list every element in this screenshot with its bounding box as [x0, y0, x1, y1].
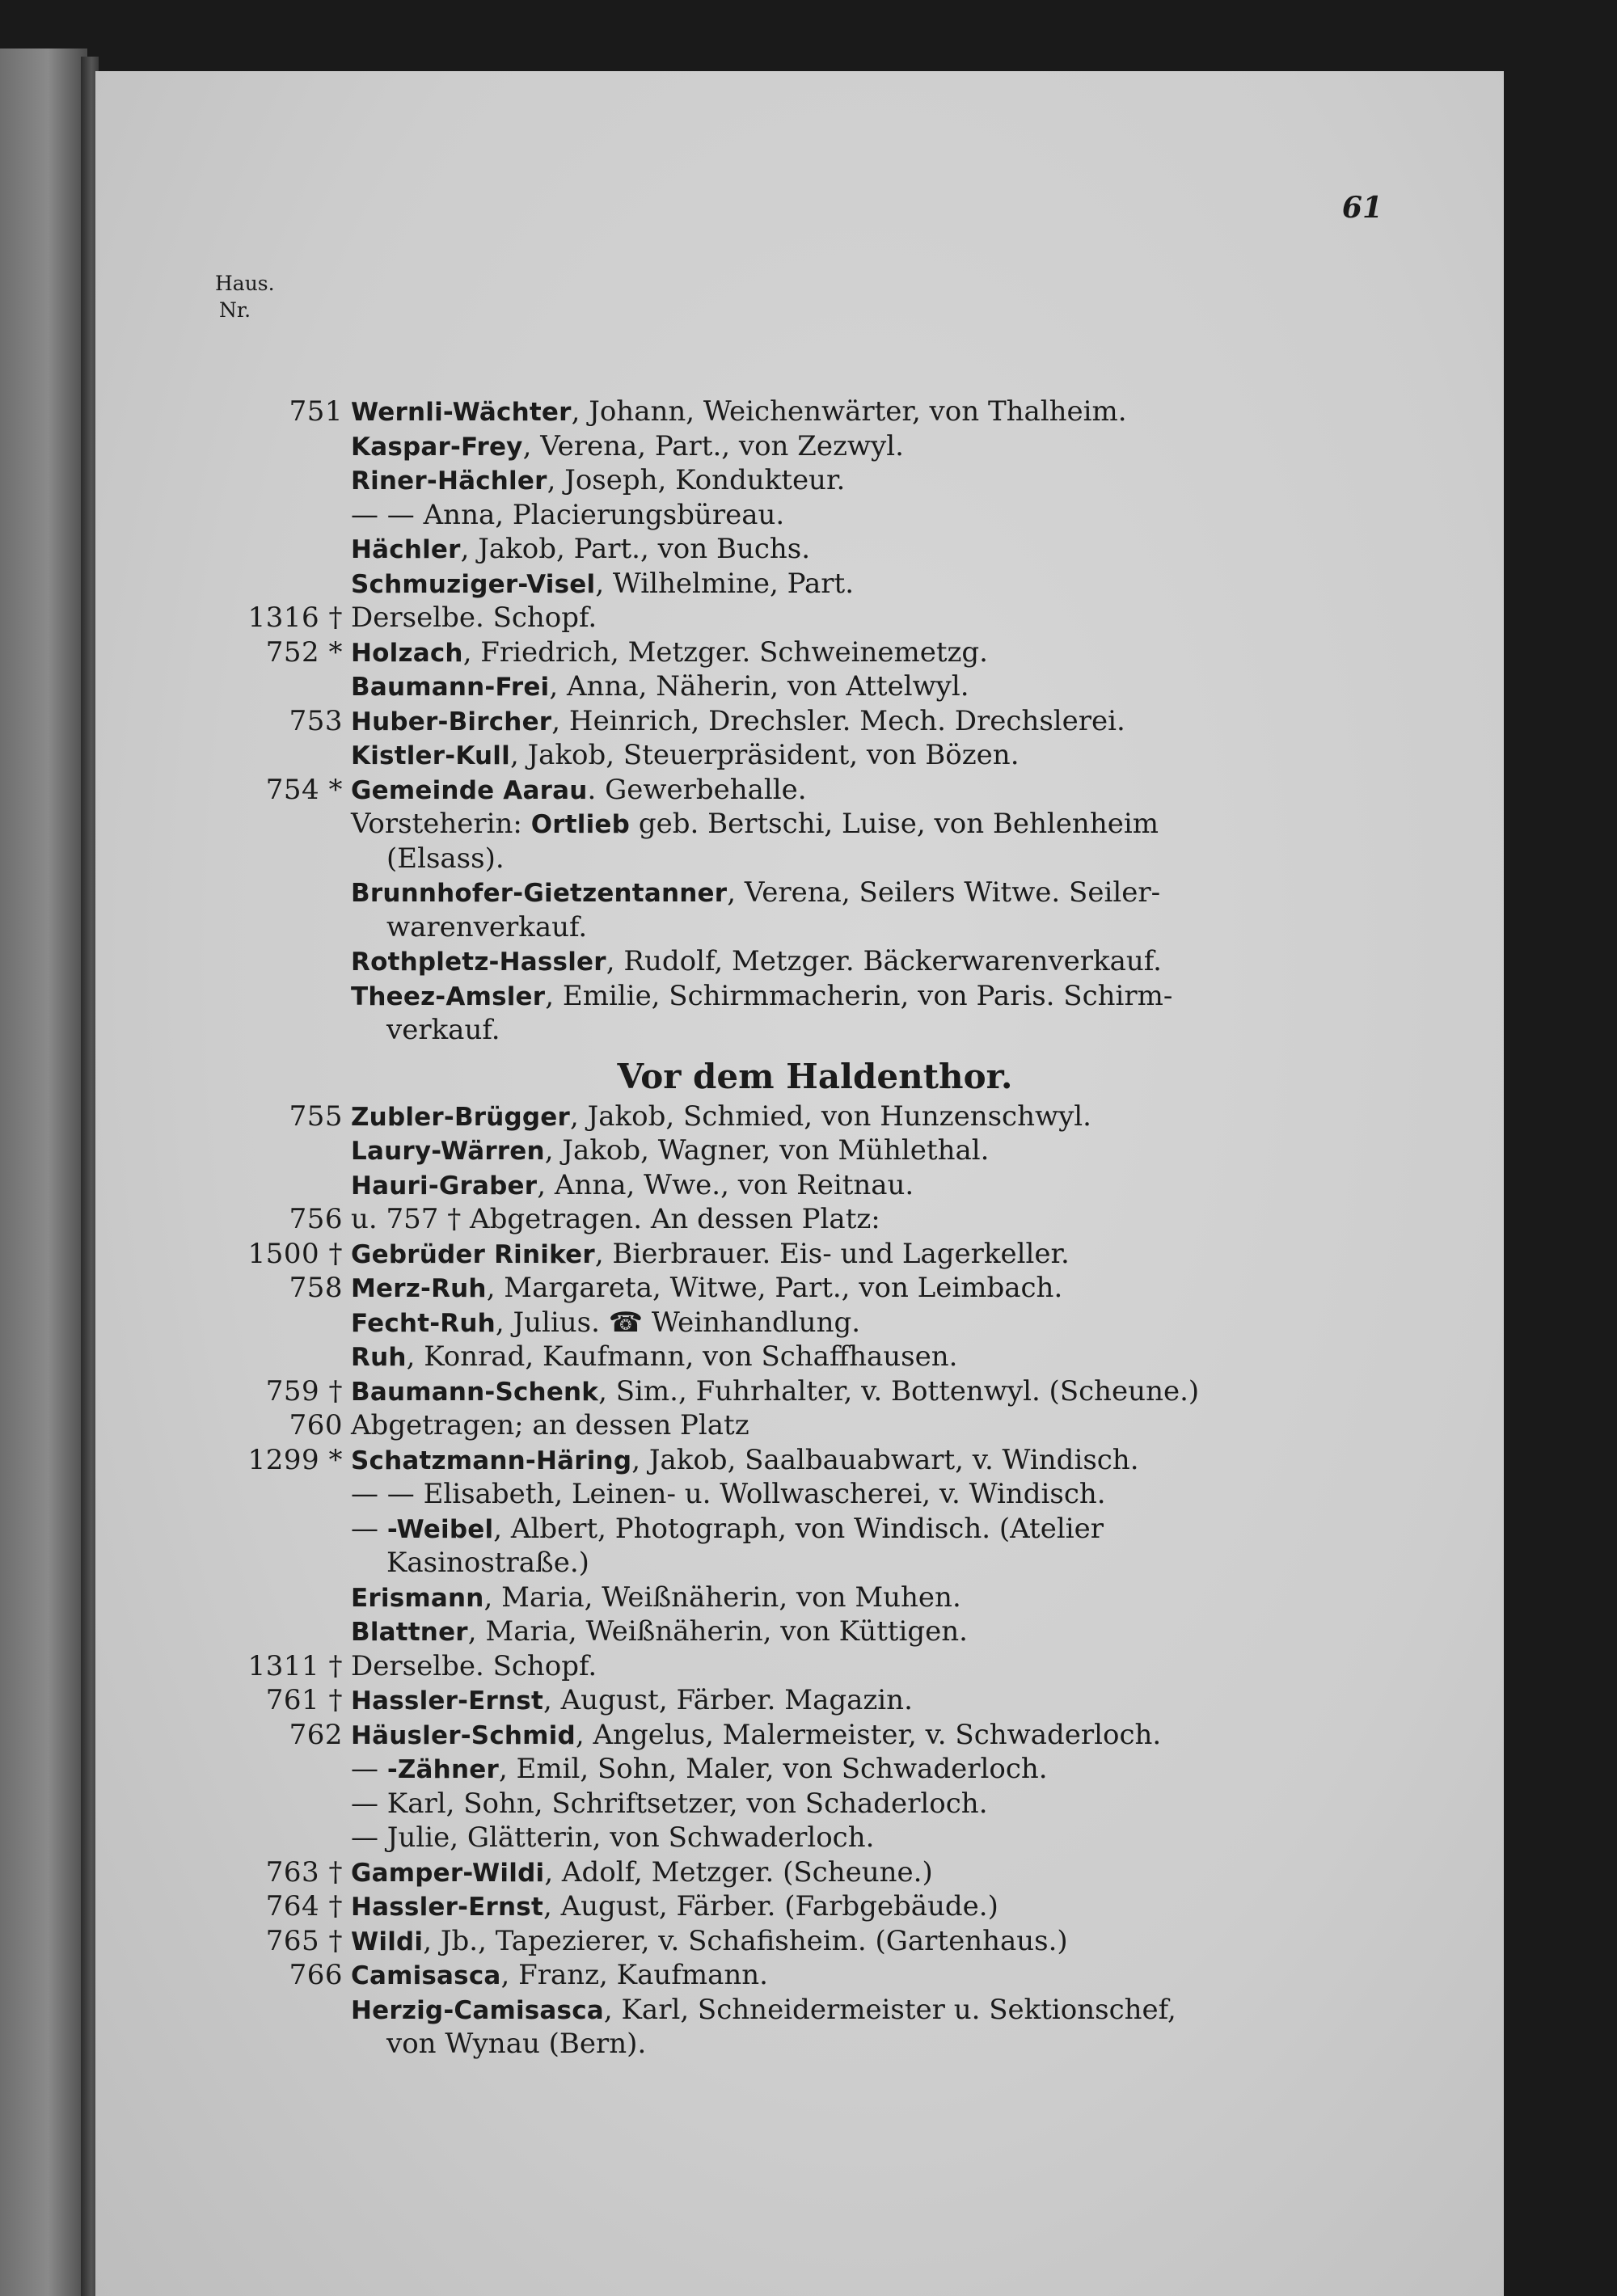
list-item [176, 1340, 1389, 1374]
house-number: 754 * [265, 773, 343, 806]
entry-details: , Maria, Weißnäherin, von Küttigen. [467, 1615, 968, 1648]
list-item [176, 1924, 1389, 1959]
resident-name: Hassler-Ernst [351, 1893, 543, 1922]
entry-details: , Jakob, Steuerpräsident, von Bözen. [509, 739, 1020, 771]
entry-details: geb. Bertschi, Luise, von Behlenheim [630, 808, 1159, 840]
entry-text [351, 1374, 1199, 1410]
entry-details: Abgetragen; an dessen Platz [351, 1409, 749, 1441]
entry-text [351, 1855, 933, 1891]
page [95, 71, 1504, 2296]
entry-details: Kasinostraße.) [386, 1547, 589, 1579]
list-item [176, 1752, 1389, 1787]
entry-details: , Jb., Tapezierer, v. Schafisheim. (Gartenhaus.) [423, 1924, 1068, 1957]
resident-name: Hauri-Graber [351, 1171, 538, 1201]
entry-text [351, 1477, 1106, 1512]
list-item [176, 601, 1389, 635]
entry-text [351, 567, 854, 602]
list-item [176, 1133, 1389, 1168]
entry-text [386, 2027, 646, 2062]
list-item [176, 1821, 1389, 1855]
resident-name: Häusler-Schmid [351, 1720, 576, 1750]
resident-name: Baumann-Schenk [351, 1377, 599, 1407]
entry-text [351, 1443, 1139, 1479]
resident-name: Gebrüder Riniker [351, 1239, 595, 1269]
entry-details: , Rudolf, Metzger. Bäckerwarenverkauf. [606, 945, 1162, 977]
resident-name: Gemeinde Aarau [351, 775, 588, 805]
entry-text [351, 1993, 1176, 2028]
house-number: 755 [289, 1099, 343, 1133]
entry-details: Vorsteherin: [351, 808, 531, 840]
list-item [176, 1168, 1389, 1203]
resident-name: Schatzmann-Häring [351, 1446, 632, 1475]
house-number: 1500 † [247, 1237, 343, 1270]
house-number: 1316 † [247, 601, 343, 634]
column-header-haus: Haus. [215, 272, 275, 295]
entry-details: , Anna, Näherin, von Attelwyl. [549, 670, 969, 703]
resident-name: Ortlieb [530, 810, 631, 839]
house-number: 752 * [265, 635, 343, 669]
page-number: 61 [1341, 191, 1383, 225]
entry-text [351, 1889, 998, 1925]
entry-details: , Julius. ☎ Weinhandlung. [495, 1306, 861, 1339]
list-item [176, 1271, 1389, 1306]
entry-details: (Elsass). [386, 842, 505, 875]
entry-text [351, 1099, 1091, 1135]
resident-name: Holzach [351, 638, 463, 668]
house-number: 759 † [265, 1374, 343, 1408]
resident-name: Theez-Amsler [351, 981, 546, 1011]
entry-details: , August, Färber. (Farbgebäude.) [543, 1890, 998, 1922]
list-item [176, 1099, 1389, 1134]
entry-details: , Albert, Photograph, von Windisch. (Atelier [493, 1512, 1104, 1545]
entry-details: u. 757 † Abgetragen. An dessen Platz: [351, 1203, 880, 1235]
entry-details: , Margareta, Witwe, Part., von Leimbach. [486, 1272, 1063, 1304]
list-item [176, 1477, 1389, 1512]
entry-text [351, 807, 1159, 842]
entry-details: , Friedrich, Metzger. Schweinemetzg. [462, 635, 988, 669]
list-item [176, 1993, 1389, 2028]
list-item [176, 635, 1389, 670]
entry-details: , Joseph, Kondukteur. [547, 464, 846, 496]
resident-name: Baumann-Frei [351, 673, 550, 702]
entry-details: , Jakob, Part., von Buchs. [460, 533, 811, 565]
entry-details: Derselbe. Schopf. [351, 1649, 597, 1682]
list-item [176, 1443, 1389, 1478]
entry-text [351, 1408, 749, 1443]
list-item [176, 807, 1389, 842]
entry-text [351, 1133, 989, 1169]
entry-dash: — [351, 1753, 387, 1785]
section-heading: Vor dem Haldenthor. [617, 1056, 1013, 1096]
list-item [176, 1889, 1389, 1924]
entry-details: von Wynau (Bern). [386, 2028, 647, 2060]
house-number: 762 [289, 1718, 343, 1751]
entry-details: , Adolf, Metzger. (Scheune.) [544, 1855, 933, 1889]
list-item [176, 773, 1389, 808]
entry-details: , Jakob, Schmied, von Hunzenschwyl. [570, 1099, 1091, 1133]
entry-text [351, 1306, 860, 1341]
entry-text [351, 395, 1127, 430]
entry-text [351, 979, 1172, 1015]
house-number: 753 [289, 704, 343, 737]
list-item [176, 1546, 1389, 1581]
list-item [176, 1512, 1389, 1547]
resident-name: Merz-Ruh [351, 1274, 487, 1303]
entry-details: , Jakob, Saalbauabwart, v. Windisch. [631, 1443, 1139, 1476]
resident-name: Camisasca [351, 1961, 501, 1990]
entry-details: , Angelus, Malermeister, v. Schwaderloch. [575, 1718, 1162, 1751]
resident-name: -Weibel [386, 1514, 494, 1544]
entry-dash: — [351, 1512, 387, 1545]
entry-details: , Franz, Kaufmann. [500, 1959, 768, 1991]
entry-text [351, 1718, 1161, 1754]
entry-text [386, 910, 587, 945]
house-number: 751 [289, 395, 343, 428]
entry-text [351, 463, 845, 499]
entry-text [351, 773, 807, 808]
resident-name: Wildi [351, 1927, 424, 1956]
list-item [176, 1374, 1389, 1409]
entry-text [386, 842, 505, 876]
entry-details: , Konrad, Kaufmann, von Schaffhausen. [406, 1340, 958, 1373]
entry-details: , Jakob, Wagner, von Mühlethal. [544, 1134, 990, 1167]
list-item [176, 842, 1389, 876]
entry-text [351, 738, 1020, 774]
entry-text [351, 635, 988, 671]
list-item [176, 1237, 1389, 1272]
entry-text [351, 601, 597, 635]
list-item [176, 1581, 1389, 1615]
entry-text [351, 1752, 1048, 1787]
entry-text [351, 1787, 988, 1821]
resident-name: Riner-Hächler [351, 466, 547, 496]
entry-details: , Wilhelmine, Part. [595, 567, 855, 600]
list-item [176, 1306, 1389, 1340]
list-item [176, 463, 1389, 498]
entry-details: , Heinrich, Drechsler. Mech. Drechslerei. [551, 704, 1125, 737]
entry-details: . Gewerbehalle. [587, 773, 807, 806]
entry-details: — Karl, Sohn, Schriftsetzer, von Schaderloch. [351, 1787, 988, 1820]
entry-text [386, 1546, 589, 1581]
entry-details: , Johann, Weichenwärter, von Thalheim. [571, 395, 1127, 428]
entry-text [351, 1958, 768, 1994]
house-number: 756 [289, 1203, 343, 1235]
entry-details: , Emilie, Schirmmacherin, von Paris. Schirm- [545, 979, 1173, 1012]
resident-name: Brunnhofer-Gietzentanner [351, 879, 728, 908]
resident-name: Zubler-Brügger [351, 1102, 571, 1132]
column-header-nr: Nr. [219, 298, 251, 322]
list-item [176, 1614, 1389, 1649]
list-item [176, 567, 1389, 601]
resident-name: Wernli-Wächter [351, 398, 572, 427]
resident-name: Gamper-Wildi [351, 1858, 545, 1888]
entry-details: , Sim., Fuhrhalter, v. Bottenwyl. (Scheune.) [598, 1374, 1200, 1408]
list-item [176, 395, 1389, 429]
entry-text [351, 1821, 874, 1855]
list-item [176, 532, 1389, 567]
house-number: 758 [289, 1272, 343, 1304]
list-item [176, 1649, 1389, 1684]
entry-text [351, 1512, 1104, 1547]
resident-name: Rothpletz-Hassler [351, 948, 606, 977]
entry-details: Derselbe. Schopf. [351, 601, 597, 634]
house-number: 1299 * [247, 1443, 343, 1476]
list-item [176, 738, 1389, 773]
list-item [176, 944, 1389, 979]
entry-text [351, 944, 1162, 980]
resident-name: Blattner [351, 1618, 468, 1647]
resident-name: Ruh [351, 1343, 407, 1372]
entry-details: — Julie, Glätterin, von Schwaderloch. [351, 1821, 875, 1854]
entry-text [351, 1271, 1062, 1306]
resident-name: Herzig-Camisasca [351, 1995, 604, 2025]
house-number: 760 [289, 1409, 343, 1441]
entry-details: , Maria, Weißnäherin, von Muhen. [483, 1581, 961, 1614]
list-item [176, 2027, 1389, 2062]
entry-details: , Bierbrauer. Eis- und Lagerkeller. [594, 1237, 1070, 1270]
entry-details: verkauf. [386, 1014, 500, 1046]
resident-name: -Zähner [386, 1755, 499, 1784]
list-item [176, 876, 1389, 910]
list-item [176, 1408, 1389, 1443]
entry-text [351, 1614, 968, 1650]
entry-details: , August, Färber. Magazin. [543, 1684, 913, 1716]
house-number: 1311 † [247, 1649, 343, 1682]
house-number: 766 [289, 1959, 343, 1991]
house-number: 764 † [265, 1890, 343, 1922]
list-item [176, 910, 1389, 945]
entry-text [351, 1340, 957, 1375]
entry-text [351, 429, 904, 465]
house-number: 761 † [265, 1684, 343, 1716]
resident-name: Fecht-Ruh [351, 1308, 496, 1338]
left-page-edge [0, 49, 87, 2296]
entry-text [351, 1202, 880, 1237]
entry-text [351, 704, 1125, 740]
house-number: 763 † [265, 1855, 343, 1889]
entry-text [351, 1237, 1070, 1273]
entry-details: , Anna, Wwe., von Reitnau. [537, 1168, 914, 1201]
entry-text [351, 1683, 913, 1719]
list-item [176, 1718, 1389, 1753]
list-item [176, 979, 1389, 1014]
house-number: 765 † [265, 1924, 343, 1957]
list-item [176, 1013, 1389, 1048]
entry-details: warenverkauf. [386, 910, 588, 943]
list-item [176, 669, 1389, 704]
address-list [176, 395, 1389, 2062]
entry-text [351, 1924, 1068, 1960]
entry-details: — — Elisabeth, Leinen- u. Wollwascherei, v. Windisch. [351, 1478, 1106, 1510]
resident-name: Erismann [351, 1583, 484, 1613]
entry-details: , Karl, Schneidermeister u. Sektionschef, [603, 1993, 1176, 2026]
entry-text [351, 1168, 914, 1204]
entry-details: , Verena, Part., von Zezwyl. [522, 429, 904, 462]
list-item [176, 498, 1389, 533]
entry-details: — — Anna, Placierungsbüreau. [351, 498, 785, 531]
list-item [176, 704, 1389, 739]
list-item [176, 1855, 1389, 1890]
entry-text [351, 669, 969, 705]
resident-name: Kistler-Kull [351, 741, 510, 770]
list-item [176, 1787, 1389, 1821]
column-header [215, 270, 288, 323]
entry-text [351, 1649, 597, 1684]
resident-name: Hächler [351, 535, 461, 564]
list-item [176, 1683, 1389, 1718]
resident-name: Laury-Wärren [351, 1137, 545, 1166]
entry-details: , Emil, Sohn, Maler, von Schwaderloch. [498, 1753, 1048, 1785]
entry-text [351, 1581, 961, 1616]
list-item [176, 1958, 1389, 1993]
list-item [176, 1202, 1389, 1237]
resident-name: Schmuziger-Visel [351, 569, 596, 599]
entry-text [351, 498, 784, 533]
list-item [176, 429, 1389, 464]
entry-text [351, 876, 1160, 911]
resident-name: Huber-Bircher [351, 707, 552, 736]
entry-text [351, 532, 810, 568]
entry-text [386, 1013, 500, 1048]
resident-name: Hassler-Ernst [351, 1686, 543, 1716]
entry-details: , Verena, Seilers Witwe. Seiler- [727, 876, 1161, 909]
resident-name: Kaspar-Frey [351, 432, 523, 462]
